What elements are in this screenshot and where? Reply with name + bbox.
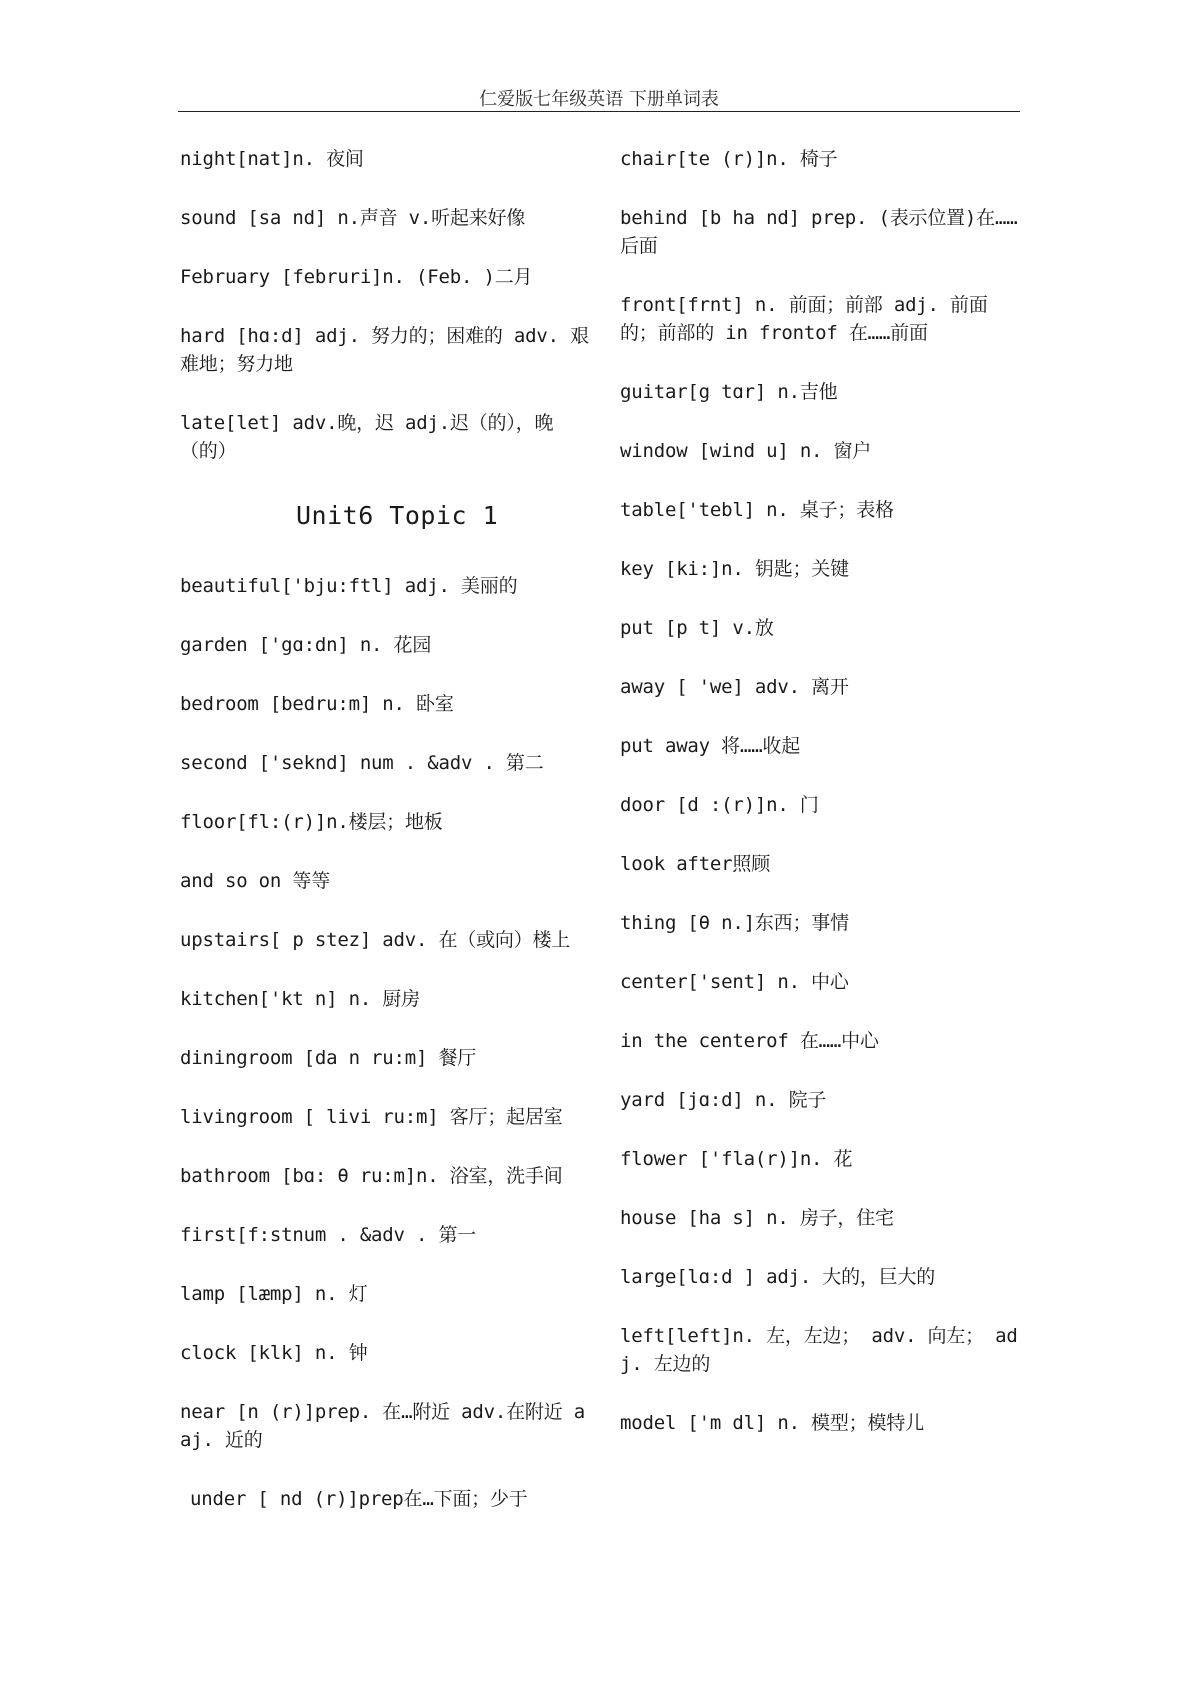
vocab-entry-put: put [p t] v.放: [620, 617, 774, 639]
vocab-entry-clock: clock [klk] n. 钟: [180, 1342, 368, 1364]
vocab-entry-front: front[frnt] n. 前面；前部 adj. 前面的；前部的 in frontof 在……前面: [620, 294, 988, 344]
vocab-entry-under: under [ nd (r)]prep在…下面；少于: [190, 1488, 528, 1510]
vocab-entry-large: large[lɑ:d ] adj. 大的，巨大的: [620, 1266, 936, 1288]
vocab-entry-chair: chair[te (r)]n. 椅子: [620, 148, 838, 170]
vocab-entry-look-after: look after照顾: [620, 853, 770, 875]
page-header-title: 仁爱版七年级英语 下册单词表: [479, 89, 719, 110]
unit-heading: Unit6 Topic 1: [296, 501, 499, 530]
vocab-entry-sound: sound [sa nd] n.声音 v.听起来好像: [180, 207, 526, 229]
vocab-entry-and-so-on: and so on 等等: [180, 870, 330, 892]
vocab-entry-flower: flower ['fla(r)]n. 花: [620, 1148, 853, 1170]
vocab-entry-lamp: lamp [læmp] n. 灯: [180, 1283, 368, 1305]
vocab-entry-bathroom: bathroom [bɑ: θ ru:m]n. 浴室，洗手间: [180, 1165, 563, 1187]
right-column: [620, 145, 1025, 1468]
vocab-entry-left: left[left]n. 左，左边； adv. 向左； adj. 左边的: [620, 1325, 1018, 1375]
vocab-entry-garden: garden ['gɑ:dn] n. 花园: [180, 634, 432, 656]
vocab-entry-kitchen: kitchen['kt n] n. 厨房: [180, 988, 420, 1010]
vocab-entry-in-the-center-of: in the centerof 在……中心: [620, 1030, 879, 1052]
vocab-entry-floor: floor[fl:(r)]n.楼层；地板: [180, 811, 443, 833]
vocab-entry-door: door [d :(r)]n. 门: [620, 794, 819, 816]
vocab-entry-window: window [wind u] n. 窗户: [620, 440, 872, 462]
vocab-entry-guitar: guitar[g tɑr] n.吉他: [620, 381, 838, 403]
vocab-entry-livingroom: livingroom [ livi ru:m] 客厅；起居室: [180, 1106, 563, 1128]
vocab-entry-key: key [ki:]n. 钥匙；关键: [620, 558, 849, 580]
vocab-entry-night: night[nat]n. 夜间: [180, 148, 364, 170]
vocab-entry-yard: yard [jɑ:d] n. 院子: [620, 1089, 827, 1111]
vocab-entry-thing: thing [θ n.]东西；事情: [620, 912, 849, 934]
header-divider: [178, 111, 1020, 112]
vocab-entry-second: second ['seknd] num . &adv . 第二: [180, 752, 544, 774]
vocab-entry-away: away [ 'we] adv. 离开: [620, 676, 849, 698]
left-column: [180, 145, 590, 1544]
vocab-entry-put-away: put away 将……收起: [620, 735, 801, 757]
vocab-entry-late: late[let] adv.晚，迟 adj.迟（的），晚（的）: [180, 412, 554, 462]
vocab-entry-february: February [februri]n. (Feb. )二月: [180, 266, 533, 288]
vocab-entry-beautiful: beautiful['bju:ftl] adj. 美丽的: [180, 575, 518, 597]
vocab-entry-model: model ['m dl] n. 模型；模特儿: [620, 1412, 924, 1434]
vocab-entry-near: near [n (r)]prep. 在…附近 adv.在附近 aaj. 近的: [180, 1401, 586, 1451]
vocab-entry-center: center['sent] n. 中心: [620, 971, 849, 993]
vocab-entry-bedroom: bedroom [bedru:m] n. 卧室: [180, 693, 454, 715]
vocab-entry-behind: behind [b ha nd] prep. (表示位置)在……后面: [620, 207, 1018, 257]
vocab-entry-table: table['tebl] n. 桌子；表格: [620, 499, 894, 521]
vocab-entry-house: house [ha s] n. 房子，住宅: [620, 1207, 894, 1229]
vocab-entry-upstairs: upstairs[ p stez] adv. 在（或向）楼上: [180, 929, 571, 951]
vocab-entry-hard: hard [hɑ:d] adj. 努力的；困难的 adv. 艰难地；努力地: [180, 325, 589, 375]
vocab-entry-first: first[f:stnum . &adv . 第一: [180, 1224, 477, 1246]
vocab-entry-diningroom: diningroom [da n ru:m] 餐厅: [180, 1047, 477, 1069]
